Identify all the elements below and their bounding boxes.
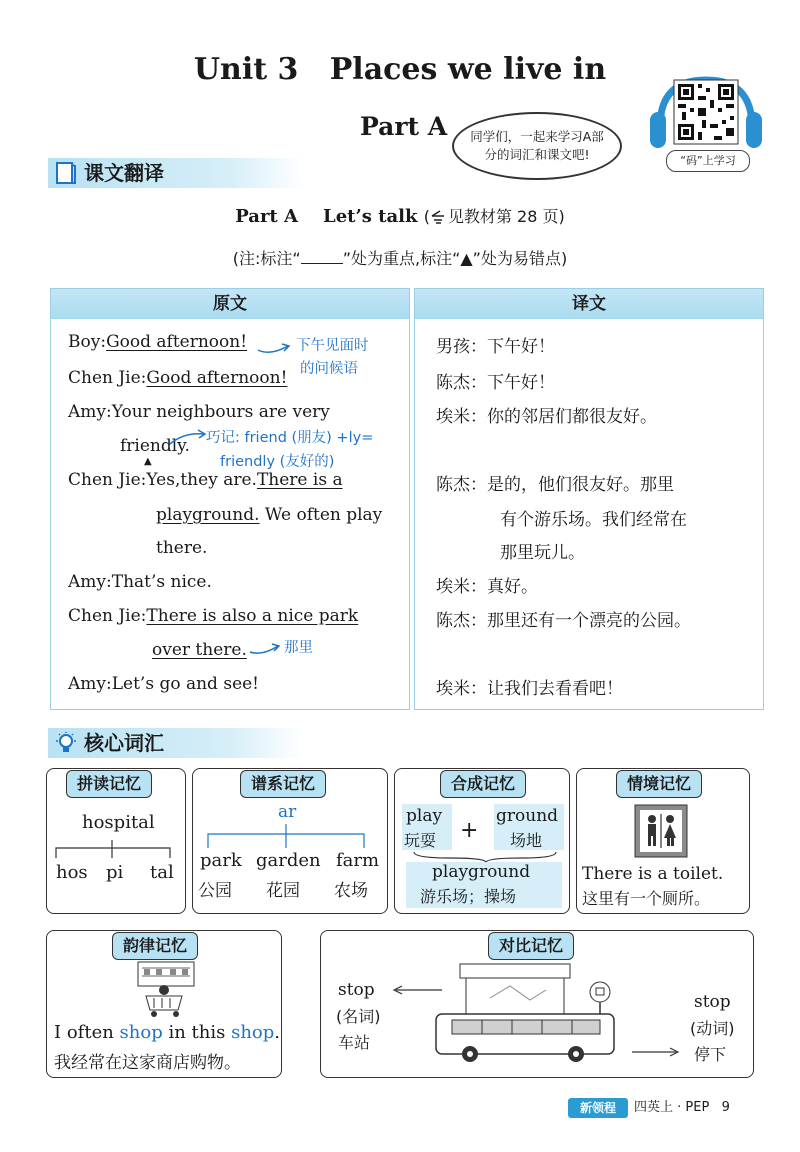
page-footer: 四英上 · PEP 9 bbox=[634, 1100, 730, 1115]
shopping-cart-icon bbox=[136, 960, 196, 1018]
dialogue-line: Amy:Let’s go and see! bbox=[68, 674, 260, 694]
page-title: Unit 3 Places we live in bbox=[193, 52, 607, 87]
dialogue-line: over there. bbox=[152, 640, 247, 660]
box-tab: 合成记忆 bbox=[440, 770, 526, 798]
annotation-greeting: 的问候语 bbox=[300, 361, 358, 377]
lightbulb-icon bbox=[54, 731, 78, 755]
column-header-translation: 译文 bbox=[415, 289, 763, 319]
vocab-word: play bbox=[406, 806, 443, 826]
syllable: tal bbox=[150, 862, 174, 883]
translation-line: 埃米：让我们去看看吧！ bbox=[436, 679, 623, 699]
vocab-cn: 花园 bbox=[266, 881, 300, 901]
dialogue-line: Amy:That’s nice. bbox=[68, 572, 212, 592]
vocab-pos: (名词) bbox=[336, 1007, 381, 1026]
vocab-cn: 公园 bbox=[198, 881, 232, 901]
talk-heading-cn: 见教材第 28 页 bbox=[447, 207, 559, 226]
section-header-vocab bbox=[48, 728, 304, 758]
vocab-cn: 农场 bbox=[334, 881, 368, 901]
dialogue-line: Amy:Your neighbours are very bbox=[68, 402, 330, 422]
dialogue-line: Boy:Good afternoon! bbox=[68, 332, 248, 352]
translation-line: 陈杰：那里还有一个漂亮的公园。 bbox=[436, 611, 691, 631]
translation-line: 埃米：你的邻居们都很友好。 bbox=[436, 407, 657, 427]
vocab-word: garden bbox=[256, 850, 321, 871]
rhyme-sentence-cn: 我经常在这家商店购物。 bbox=[54, 1053, 241, 1073]
dialogue-line: Chen Jie:Yes,they are.There is a bbox=[68, 470, 343, 490]
note-pre: (注:标注“ bbox=[232, 249, 301, 268]
context-sentence-cn: 这里有一个厕所。 bbox=[582, 889, 711, 908]
root-letters: ar bbox=[278, 802, 297, 822]
translation-line: 埃米：真好。 bbox=[436, 577, 538, 597]
annotation-greeting: 下午见面时 bbox=[296, 338, 369, 354]
note-mid: ”处为重点,标注“▲”处为易错点) bbox=[342, 249, 568, 268]
bus-stop-illustration bbox=[370, 960, 690, 1072]
vocab-word: stop bbox=[694, 992, 731, 1012]
vocab-word: ground bbox=[496, 806, 559, 826]
box-tab: 情境记忆 bbox=[616, 770, 702, 798]
vocab-word: stop bbox=[338, 980, 375, 1000]
part-title: Part A bbox=[360, 112, 448, 141]
vocab-word: hospital bbox=[82, 812, 155, 833]
brand-badge: 新领程 bbox=[568, 1098, 628, 1118]
talk-heading-paren: ( 见教材第 28 页) bbox=[423, 207, 565, 226]
column-header-original: 原文 bbox=[51, 289, 409, 319]
vocab-word: farm bbox=[336, 850, 380, 871]
translation-line: 那里玩儿。 bbox=[500, 543, 585, 563]
rhyme-sentence-en: I often shop in this shop. bbox=[54, 1022, 281, 1043]
syllable: pi bbox=[106, 862, 124, 883]
talk-heading-en: Part A Let’s talk bbox=[235, 206, 418, 227]
translation-line: 陈杰：下午好！ bbox=[436, 373, 555, 393]
box-tab: 对比记忆 bbox=[488, 932, 574, 960]
dialogue-line: playground. We often play bbox=[156, 505, 383, 525]
bubble-text: 同学们，一起来学习A部分的词汇和课文吧! bbox=[470, 129, 604, 162]
translation-line: 陈杰：是的，他们很友好。那里 bbox=[436, 475, 674, 495]
vocab-cn: 玩耍 bbox=[404, 831, 437, 850]
toilet-sign-icon bbox=[634, 804, 688, 858]
annotation-there: 那里 bbox=[284, 640, 313, 656]
annotation-memo: 巧记: friend (朋友) +ly= bbox=[206, 430, 374, 446]
vocab-cn: 停下 bbox=[694, 1045, 727, 1064]
dialogue-line: friendly. bbox=[120, 436, 190, 456]
vocab-cn: 游乐场；操场 bbox=[420, 887, 517, 906]
section-title: 课文翻译 bbox=[84, 161, 164, 185]
box-tab: 谱系记忆 bbox=[240, 770, 326, 798]
vocab-cn: 场地 bbox=[510, 831, 543, 850]
qr-caption: “码”上学习 bbox=[666, 150, 750, 172]
compound-brace bbox=[410, 850, 560, 862]
vocab-word: playground bbox=[432, 862, 531, 882]
vocab-word: park bbox=[200, 850, 242, 871]
syllable: hos bbox=[56, 862, 88, 883]
dialogue-line: there. bbox=[156, 538, 208, 558]
translation-line: 男孩：下午好！ bbox=[436, 337, 555, 357]
dialogue-line: Chen Jie:There is also a nice park bbox=[68, 606, 359, 626]
translation-line: 有个游乐场。我们经常在 bbox=[500, 510, 687, 530]
annotation-memo: friendly (友好的) bbox=[220, 454, 335, 470]
box-tab: 拼读记忆 bbox=[66, 770, 152, 798]
context-sentence-en: There is a toilet. bbox=[582, 864, 724, 884]
family-tree bbox=[192, 822, 388, 852]
section-title: 核心词汇 bbox=[84, 731, 164, 755]
plus-sign: + bbox=[460, 818, 479, 843]
dialogue-line: Chen Jie:Good afternoon! bbox=[68, 368, 288, 388]
box-tab: 韵律记忆 bbox=[112, 932, 198, 960]
error-marker-icon: ▲ bbox=[144, 456, 152, 467]
vocab-cn: 车站 bbox=[338, 1033, 371, 1052]
vocab-pos: (动词) bbox=[690, 1019, 735, 1038]
